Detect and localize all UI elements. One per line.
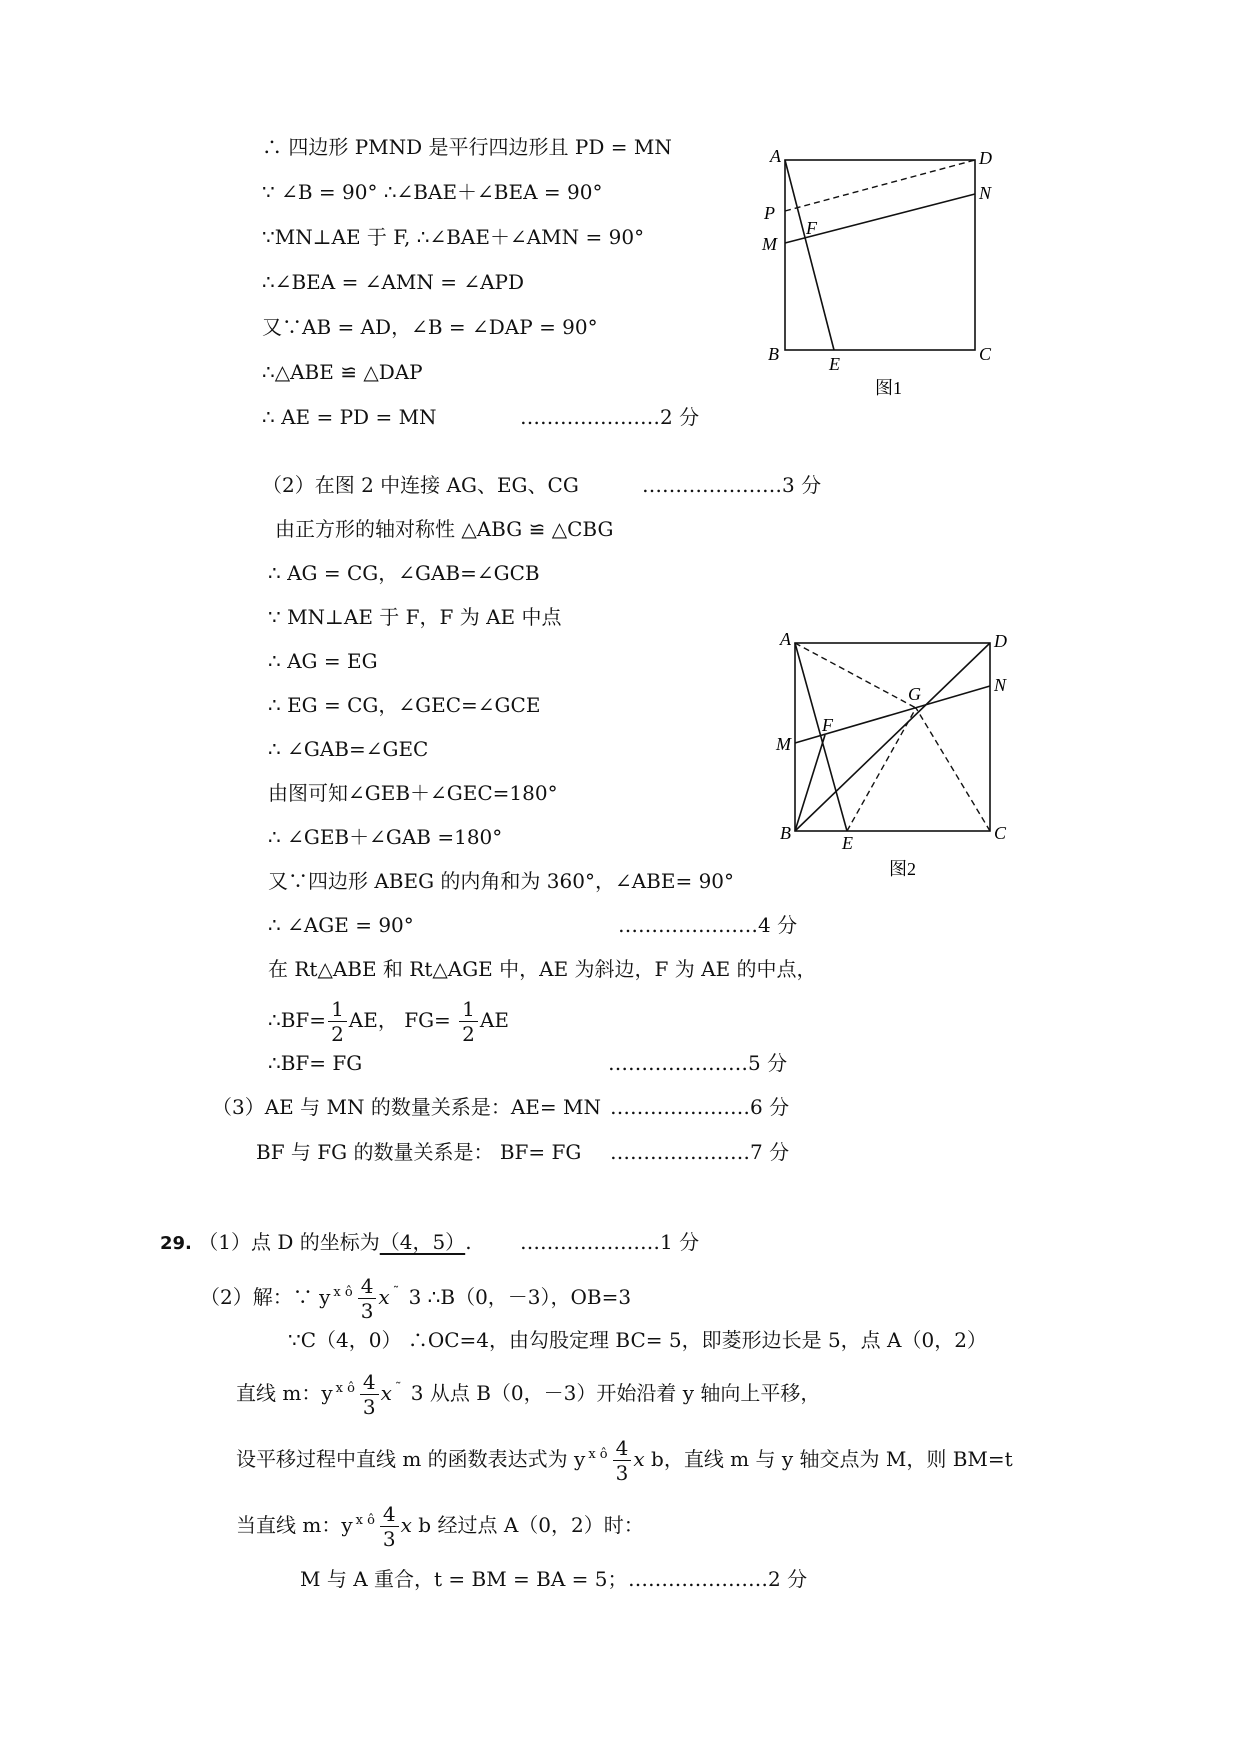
proof-line: 由图可知∠GEB＋∠GEC=180° (268, 781, 558, 805)
question-29-line-2 (200, 1264, 631, 1326)
text: （1）点 D 的坐标为 (198, 1230, 380, 1254)
garbled-symbol: x ô (588, 1447, 608, 1462)
proof-line: ∵ MN⊥AE 于 F，F 为 AE 中点 (268, 605, 562, 629)
proof-line: 由正方形的轴对称性 △ABG ≌ △CBG (275, 517, 614, 541)
fraction-four-thirds: $\frac{4}{3}$ (380, 1502, 399, 1551)
proof-line: ∴ AG = CG，∠GAB=∠GCB (268, 561, 540, 585)
proof-line: ∴ EG = CG，∠GEC=∠GCE (268, 693, 541, 717)
score-marker: …………………2 分 (520, 405, 700, 429)
segment-eg-dashed (847, 708, 916, 831)
fraction-one-half: $\frac{1}{2}$ (328, 997, 347, 1046)
text: . (465, 1230, 472, 1254)
question-29-line-6 (236, 1492, 644, 1554)
proof-line: （2）在图 2 中连接 AG、EG、CG (262, 473, 579, 497)
garbled-symbol: ˜ (394, 1381, 402, 1396)
proof-line: ∵MN⊥AE 于 F, ∴∠BAE＋∠AMN = 90° (262, 225, 645, 249)
fraction-one-half: $\frac{1}{2}$ (459, 997, 478, 1046)
garbled-symbol: ˜ (392, 1285, 400, 1300)
label-c: C (979, 344, 992, 364)
label-d: D (994, 631, 1007, 651)
fraction-four-thirds: $\frac{4}{3}$ (360, 1370, 379, 1419)
segment-pd-dashed (785, 160, 975, 211)
proof-line: 又∵四边形 ABEG 的内角和为 360°，∠ABE= 90° (268, 869, 735, 893)
label-f: F (806, 218, 817, 238)
text: 设平移过程中直线 m 的函数表达式为 y (236, 1447, 586, 1471)
figure-2-caption: 图2 (889, 859, 916, 879)
text: 3 从点 B（0，－3）开始沿着 y 轴向上平移， (410, 1381, 821, 1405)
proof-line: ∴ AE = PD = MN (262, 405, 437, 429)
proof-line: ∴BF= FG (268, 1051, 363, 1075)
proof-line: ∴△ABE ≌ △DAP (262, 360, 423, 384)
segment-cg-dashed (916, 708, 990, 831)
text-ae-fg: AE， FG= (348, 1008, 451, 1032)
label-p: P (764, 203, 775, 223)
question-number: 29. (160, 1233, 192, 1254)
label-a: A (780, 629, 791, 649)
text: b 经过点 A（0，2）时： (418, 1513, 644, 1537)
question-29-line-1 (160, 1229, 472, 1257)
label-a: A (770, 146, 781, 166)
label-m: M (762, 234, 777, 254)
proof-line: ∴ ∠GAB=∠GEC (268, 737, 429, 761)
proof-line: M 与 A 重合，t = BM = BA = 5； (300, 1567, 628, 1591)
label-n: N (994, 675, 1007, 695)
proof-line: ∴ ∠AGE = 90° (268, 913, 414, 937)
score-marker: …………………3 分 (642, 473, 822, 497)
fraction-four-thirds: $\frac{4}{3}$ (613, 1436, 632, 1485)
proof-line: ∵C（4，0） ∴OC=4，由勾股定理 BC= 5，即菱形边长是 5，点 A（0，2） (288, 1328, 987, 1352)
text: 直线 m：y (236, 1381, 333, 1405)
text: 3 ∴B（0，－3），OB=3 (408, 1285, 632, 1309)
label-b: B (768, 344, 779, 364)
score-marker: …………………7 分 (610, 1140, 790, 1164)
label-g: G (908, 684, 921, 704)
text: （2）解：∵ y (200, 1285, 331, 1309)
figure-2 (770, 625, 1010, 885)
text-bf: ∴BF= (268, 1008, 327, 1032)
proof-line-fractions (268, 990, 509, 1050)
text-ae: AE (479, 1008, 509, 1032)
var-x: x (633, 1447, 645, 1471)
label-d: D (979, 148, 992, 168)
segment-ae (785, 160, 834, 350)
figure-1-caption: 图1 (875, 378, 902, 398)
fraction-four-thirds: $\frac{4}{3}$ (358, 1274, 377, 1323)
garbled-symbol: x ô (355, 1513, 375, 1528)
label-m: M (776, 734, 791, 754)
question-29-line-4 (236, 1360, 820, 1422)
segment-ag-dashed (795, 643, 916, 708)
garbled-symbol: x ô (335, 1381, 355, 1396)
label-e: E (829, 354, 840, 374)
score-marker: …………………6 分 (610, 1095, 790, 1119)
answer-underlined: （4，5） (379, 1230, 466, 1254)
proof-line: （3）AE 与 MN 的数量关系是：AE= MN (212, 1095, 601, 1119)
score-marker: …………………2 分 (628, 1567, 808, 1591)
text: b，直线 m 与 y 轴交点为 M，则 BM=t (651, 1447, 1013, 1471)
var-x: x (380, 1381, 392, 1405)
question-29-line-5 (236, 1426, 1013, 1488)
label-c: C (994, 823, 1007, 843)
text: 当直线 m：y (236, 1513, 353, 1537)
proof-line: 在 Rt△ABE 和 Rt△AGE 中，AE 为斜边，F 为 AE 的中点， (268, 957, 817, 981)
proof-line: ∴ ∠GEB＋∠GAB =180° (268, 825, 503, 849)
label-e: E (842, 833, 853, 853)
score-marker: …………………1 分 (520, 1230, 700, 1254)
proof-line: ∴ AG = EG (268, 649, 378, 673)
proof-line: 又∵AB = AD，∠B = ∠DAP = 90° (262, 315, 598, 339)
label-f: F (822, 715, 833, 735)
label-n: N (979, 183, 992, 203)
proof-line: BF 与 FG 的数量关系是： BF= FG (256, 1140, 582, 1164)
garbled-symbol: x ô (333, 1285, 353, 1300)
figure-1 (750, 140, 1010, 400)
var-x: x (400, 1513, 412, 1537)
square-abcd (785, 160, 975, 350)
score-marker: …………………5 分 (608, 1051, 788, 1075)
score-marker: …………………4 分 (618, 913, 798, 937)
var-x: x (378, 1285, 390, 1309)
label-b: B (780, 823, 791, 843)
segment-ae (795, 643, 847, 831)
proof-line: ∴ 四边形 PMND 是平行四边形且 PD = MN (262, 135, 672, 159)
proof-line: ∴∠BEA = ∠AMN = ∠APD (262, 270, 525, 294)
proof-line: ∵ ∠B = 90° ∴∠BAE＋∠BEA = 90° (262, 180, 603, 204)
